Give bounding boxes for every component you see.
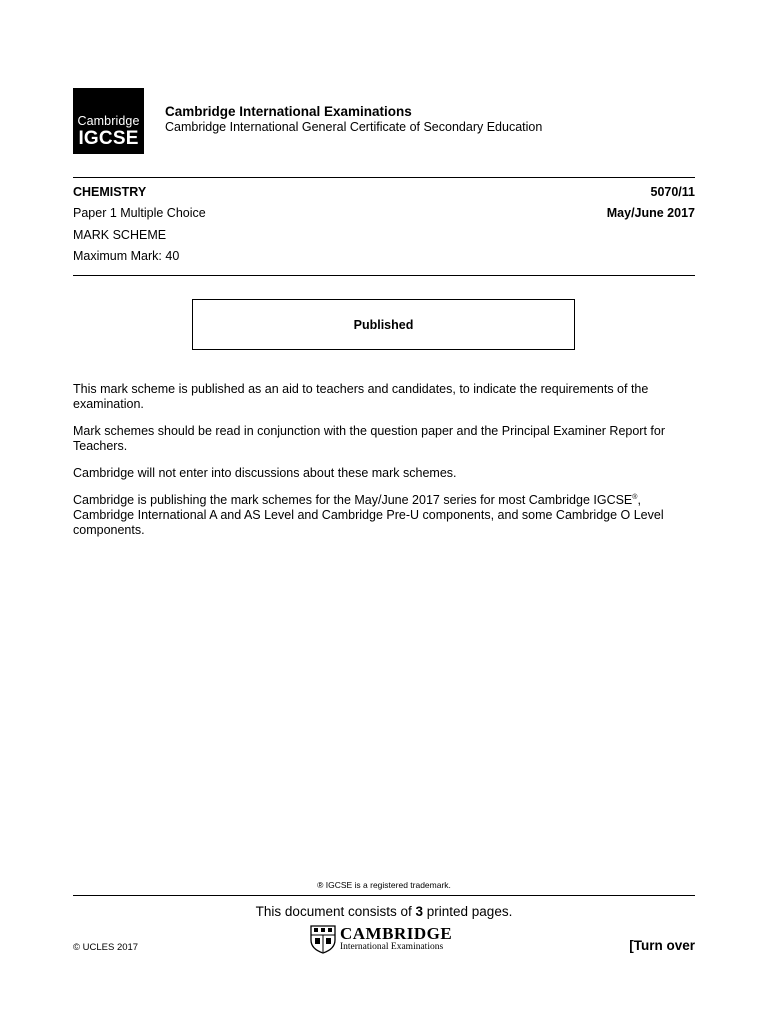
- published-label: Published: [353, 317, 414, 332]
- paragraph-purpose: This mark scheme is published as an aid to teachers and candidates, to indicate the requirements of the examination.: [73, 382, 649, 411]
- cambridge-igcse-logo: [73, 88, 144, 154]
- page-count-suffix: printed pages.: [423, 904, 513, 919]
- organisation-name: Cambridge International Examinations: [165, 104, 412, 119]
- page-count-note: [0, 904, 768, 919]
- paragraph-publishing: [73, 493, 695, 538]
- paper-code: 5070/11: [650, 185, 695, 199]
- logo-line-igcse: IGCSE: [78, 128, 139, 149]
- trademark-note: ® IGCSE is a registered trademark.: [317, 880, 451, 890]
- cambridge-brand-name: CAMBRIDGE: [340, 924, 453, 943]
- footer-rule: [73, 895, 695, 896]
- paragraph-publishing-text-b: , Cambridge International A and AS Level and Cambridge Pre-U components, and some Cambridge O Level components.: [73, 493, 664, 537]
- published-status-box: [192, 299, 575, 350]
- paragraph-publishing-text-a: Cambridge is publishing the mark schemes for the May/June 2017 series for most Cambridge IGCSE: [73, 493, 633, 507]
- page-count-number: 3: [415, 904, 424, 919]
- page-count-prefix: This document consists of: [255, 904, 416, 919]
- organisation-subtitle: Cambridge International General Certificate of Secondary Education: [165, 120, 543, 134]
- cambridge-brand-subtitle: International Examinations: [340, 942, 444, 952]
- registered-mark: ®: [632, 493, 638, 501]
- paper-title: Paper 1 Multiple Choice: [73, 206, 206, 220]
- turn-over-label: [Turn over: [629, 938, 695, 953]
- copyright-notice: © UCLES 2017: [73, 942, 139, 953]
- subject-title: CHEMISTRY: [73, 185, 147, 199]
- exam-session: May/June 2017: [606, 206, 695, 220]
- cambridge-crest-icon: [310, 925, 336, 954]
- paragraph-conjunction: Mark schemes should be read in conjunction with the question paper and the Principal Examiner Report for Teachers.: [73, 424, 665, 453]
- paragraph-no-discussion: Cambridge will not enter into discussions about these mark schemes.: [73, 466, 457, 480]
- document-type: MARK SCHEME: [73, 228, 167, 242]
- header-top-rule: [73, 177, 695, 178]
- header-bottom-rule: [73, 275, 695, 276]
- logo-line-cambridge: Cambridge: [77, 114, 140, 128]
- maximum-mark: Maximum Mark: 40: [73, 249, 180, 263]
